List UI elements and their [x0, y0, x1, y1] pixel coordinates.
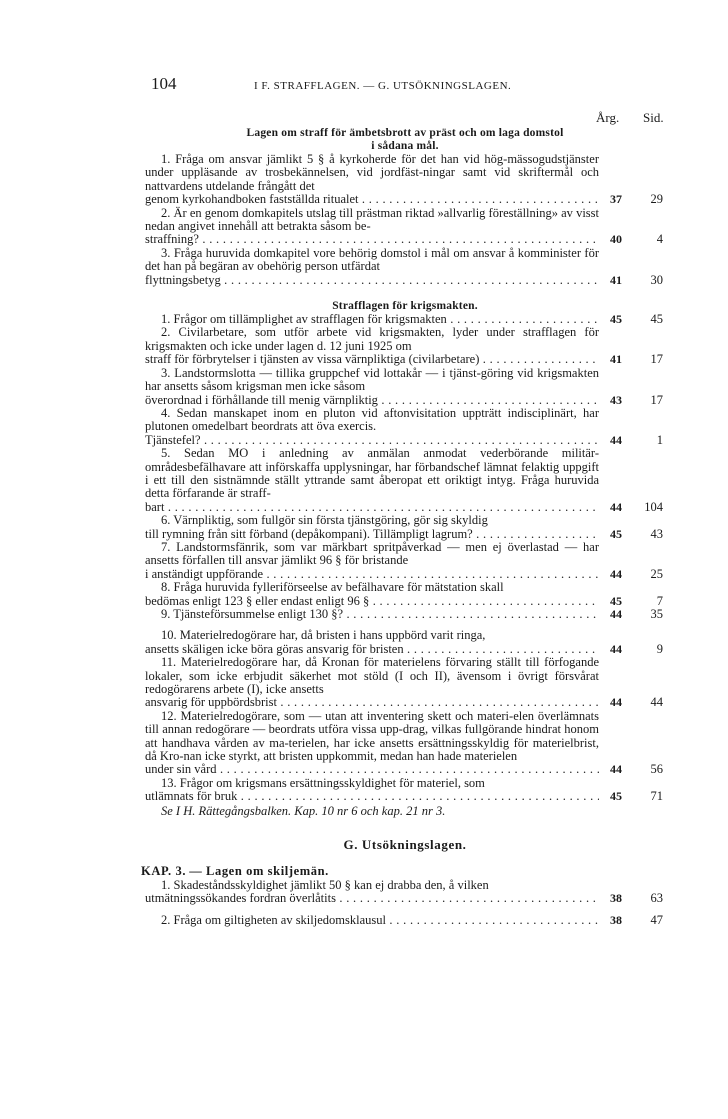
- running-title: I F. STRAFFLAGEN. — G. UTSÖKNINGSLAGEN.: [254, 80, 512, 92]
- entry-page: 45: [650, 312, 663, 327]
- entry-text: 1. Fråga om ansvar jämlikt 5 § å kyrkoherde för det han vid hög-mässogudstjänster under uppläsande av trosbekännelsen, vid jordfäst-ningar samt vid skriftermål och nattvardens utdelande frångått det: [145, 152, 599, 193]
- entry-leader-line: ansvarig för uppbördsbrist . . .: [145, 696, 599, 709]
- index-entry: [145, 313, 665, 326]
- column-header-year: Årg.: [596, 110, 620, 125]
- entry-year: 44: [610, 607, 622, 621]
- entry-leader-line: i anständigt uppförande . . .: [145, 568, 599, 581]
- entry-year: 45: [610, 312, 622, 327]
- entry-year: 41: [610, 352, 622, 367]
- entry-page: 43: [650, 526, 663, 541]
- entry-year: 44: [610, 762, 622, 777]
- index-entry: [145, 367, 665, 407]
- entry-year: 44: [610, 432, 622, 447]
- entry-text: 11. Materielredogörare har, då Kronan för materielens förvaring ställt till förfogande lokaler, som icke erbjudit säkerhet mot stöld (I och II), ävensom i övrigt försvårat redogörarens arbete (I), icke ansetts: [145, 655, 599, 697]
- entry-text: 3. Landstormslotta — tillika gruppchef vid lottakår — i tjänst-göring vid krigsmakten har ansetts såsom krigsman men icke såsom: [145, 365, 599, 394]
- entry-year: 45: [610, 789, 622, 804]
- entry-leader-line: bart . . .: [145, 501, 599, 514]
- entry-leader-line: 2. Fråga om giltigheten av skiljedomsklausul . . .: [145, 914, 599, 927]
- section-heading-utsokningslagen: G. Utsökningslagen.: [343, 836, 467, 852]
- section-heading-krigsmakten: Strafflagen för krigsmakten.: [332, 300, 478, 313]
- entry-year: 44: [610, 566, 622, 581]
- entry-text: 10. Materielredogörare har, då bristen i hans uppbörd varit ringa,: [161, 628, 486, 643]
- index-entry: [145, 207, 665, 247]
- index-entry: [145, 656, 665, 710]
- entry-leader-line: straff för förbrytelser i tjänsten av vissa värnpliktiga (civilarbetare) . . .: [145, 353, 599, 366]
- index-entry: [145, 447, 665, 514]
- index-entry: [145, 153, 665, 207]
- index-entry: [145, 629, 665, 656]
- entry-page: 63: [650, 891, 663, 906]
- entry-leader-line: genom kyrkohandboken fastställda ritualet . . .: [145, 193, 599, 206]
- section-entries-utsokningslagen: [145, 879, 665, 927]
- entry-text: 12. Materielredogörare, som — utan att inventering skett och materi-elen överlämnats till annan redogörare — beordrats utföra vissa upp-drag, vilkas fullgörande hindrat honom att handhava vården av ma-terielen, har icke ansetts ersättningsskyldig för materielbrist, då Kro-nan icke styrkt, att bristen uppkommit, medan han hade materielen: [145, 708, 599, 764]
- index-entry: [145, 777, 665, 804]
- entry-page: 104: [644, 499, 663, 514]
- entry-leader-line: ansetts skäligen icke böra göras ansvarig för bristen . . .: [145, 643, 599, 656]
- entry-leader-line: flyttningsbetyg . . .: [145, 274, 599, 287]
- page-number: 104: [151, 74, 177, 93]
- entry-page: 7: [656, 593, 663, 608]
- index-content: [141, 127, 665, 927]
- entry-page: 30: [650, 272, 663, 287]
- entry-year: 45: [610, 593, 622, 608]
- entry-page: 1: [656, 432, 663, 447]
- entry-leader-line: straffning? . . .: [145, 233, 599, 246]
- chapter-heading: [141, 864, 665, 879]
- entry-leader-line: 1. Frågor om tillämplighet av strafflagen för krigsmakten . . .: [145, 313, 599, 326]
- entry-text: 4. Sedan manskapet inom en pluton vid aftonvisitation uppträtt indisciplinärt, har plutonen omedelbart beordrats att öva exercis.: [145, 405, 599, 434]
- chapter-title: — Lagen om skiljemän.: [189, 863, 329, 878]
- entry-page: 71: [650, 789, 663, 804]
- index-entry: [145, 879, 665, 906]
- entry-page: 35: [650, 607, 663, 621]
- entry-year: 38: [610, 891, 622, 906]
- entry-page: 29: [650, 192, 663, 207]
- index-entry: [145, 326, 665, 366]
- entry-year: 37: [610, 192, 622, 207]
- entry-year: 40: [610, 232, 622, 247]
- entry-leader-line: till rymning från sitt förband (depåkompani). Tillämpligt lagrum? . . .: [145, 528, 599, 541]
- entry-text: 8. Fråga huruvida fylleriförseelse av befälhavare för mätstation skall: [161, 580, 504, 595]
- section-entries-krigsmakten: [145, 313, 665, 804]
- entry-year: 45: [610, 526, 622, 541]
- entry-text: 7. Landstormsfänrik, som var märkbart spritpåverkad — men ej överlastad — har ansetts förfallen till ansvar jämlikt 96 § för bristande: [145, 539, 599, 568]
- entry-page: 4: [656, 232, 663, 247]
- section-entries-ambetsbrott: [145, 153, 665, 287]
- entry-year: 44: [610, 641, 622, 656]
- chapter-label: KAP. 3.: [141, 863, 187, 878]
- index-entry: [145, 608, 665, 621]
- index-entry: [145, 710, 665, 777]
- entry-leader-line: utmätningssökandes fordran överlåtits . . .: [145, 892, 599, 905]
- entry-text: 5. Sedan MO i anledning av anmälan anmodat vederbörande militär-områdesbefälhavare att införskaffa upplysningar, har förbandschef lämnat felaktig uppgift i ett till den sistnämnde ställt yttrande samt åberopat ett oriktigt intyg. Fråga huruvida detta förfarande är straff-: [145, 446, 599, 501]
- index-entry: [145, 407, 665, 447]
- index-entry: [145, 541, 665, 581]
- entry-page: 9: [656, 641, 663, 656]
- index-entry: [145, 914, 665, 927]
- see-also-reference: Se I H. Rättegångsbalken. Kap. 10 nr 6 och kap. 21 nr 3.: [161, 803, 446, 818]
- entry-leader-line: Tjänstefel? . . .: [145, 434, 599, 447]
- entry-year: 44: [610, 695, 622, 710]
- index-entry: [145, 247, 665, 287]
- entry-leader-line: bedömas enligt 123 § eller endast enligt 96 § . . .: [145, 595, 599, 608]
- entry-year: 41: [610, 272, 622, 287]
- entry-year: 44: [610, 499, 622, 514]
- entry-year: 38: [610, 912, 622, 927]
- entry-leader-line: överordnad i förhållande till menig värnpliktig . . .: [145, 394, 599, 407]
- entry-year: 43: [610, 392, 622, 407]
- entry-leader-line: 9. Tjänsteförsummelse enligt 130 §? . . .: [145, 608, 599, 621]
- entry-text: 2. Civilarbetare, som utför arbete vid krigsmakten, lyder under strafflagen för krigsmakten och icke under lagen d. 12 juni 1925 om: [145, 325, 599, 353]
- entry-text: 3. Fråga huruvida domkapitel vore behörig domstol i mål om ansvar å komminister för det han på begäran av obehörig person utfärdat: [145, 245, 599, 274]
- entry-text: 6. Värnpliktig, som fullgör sin första tjänstgöring, gör sig skyldig: [161, 513, 488, 528]
- entry-page: 17: [650, 392, 663, 407]
- entry-leader-line: utlämnats för bruk . . .: [145, 790, 599, 803]
- entry-text: 1. Skadeståndsskyldighet jämlikt 50 § kan ej drabba den, å vilken: [161, 877, 489, 892]
- entry-page: 47: [650, 912, 663, 927]
- index-entry: [145, 581, 665, 608]
- entry-text: 13. Frågor om krigsmans ersättningsskyldighet för materiel, som: [161, 775, 485, 790]
- section-heading-ambetsbrott: Lagen om straff för ämbetsbrott av präst och om laga domstol i sådana mål.: [246, 127, 564, 152]
- entry-page: 56: [650, 762, 663, 777]
- entry-page: 17: [650, 352, 663, 367]
- page-header: [151, 74, 601, 96]
- index-entry: [145, 514, 665, 541]
- column-header-page: Sid.: [643, 110, 664, 125]
- entry-page: 44: [650, 695, 663, 710]
- entry-text: 2. Är en genom domkapitels utslag till prästman riktad »allvarlig föreställning» av visst nedan angivet innehåll att betrakta såsom be-: [145, 205, 599, 234]
- entry-leader-line: under sin vård . . .: [145, 763, 599, 776]
- entry-page: 25: [650, 566, 663, 581]
